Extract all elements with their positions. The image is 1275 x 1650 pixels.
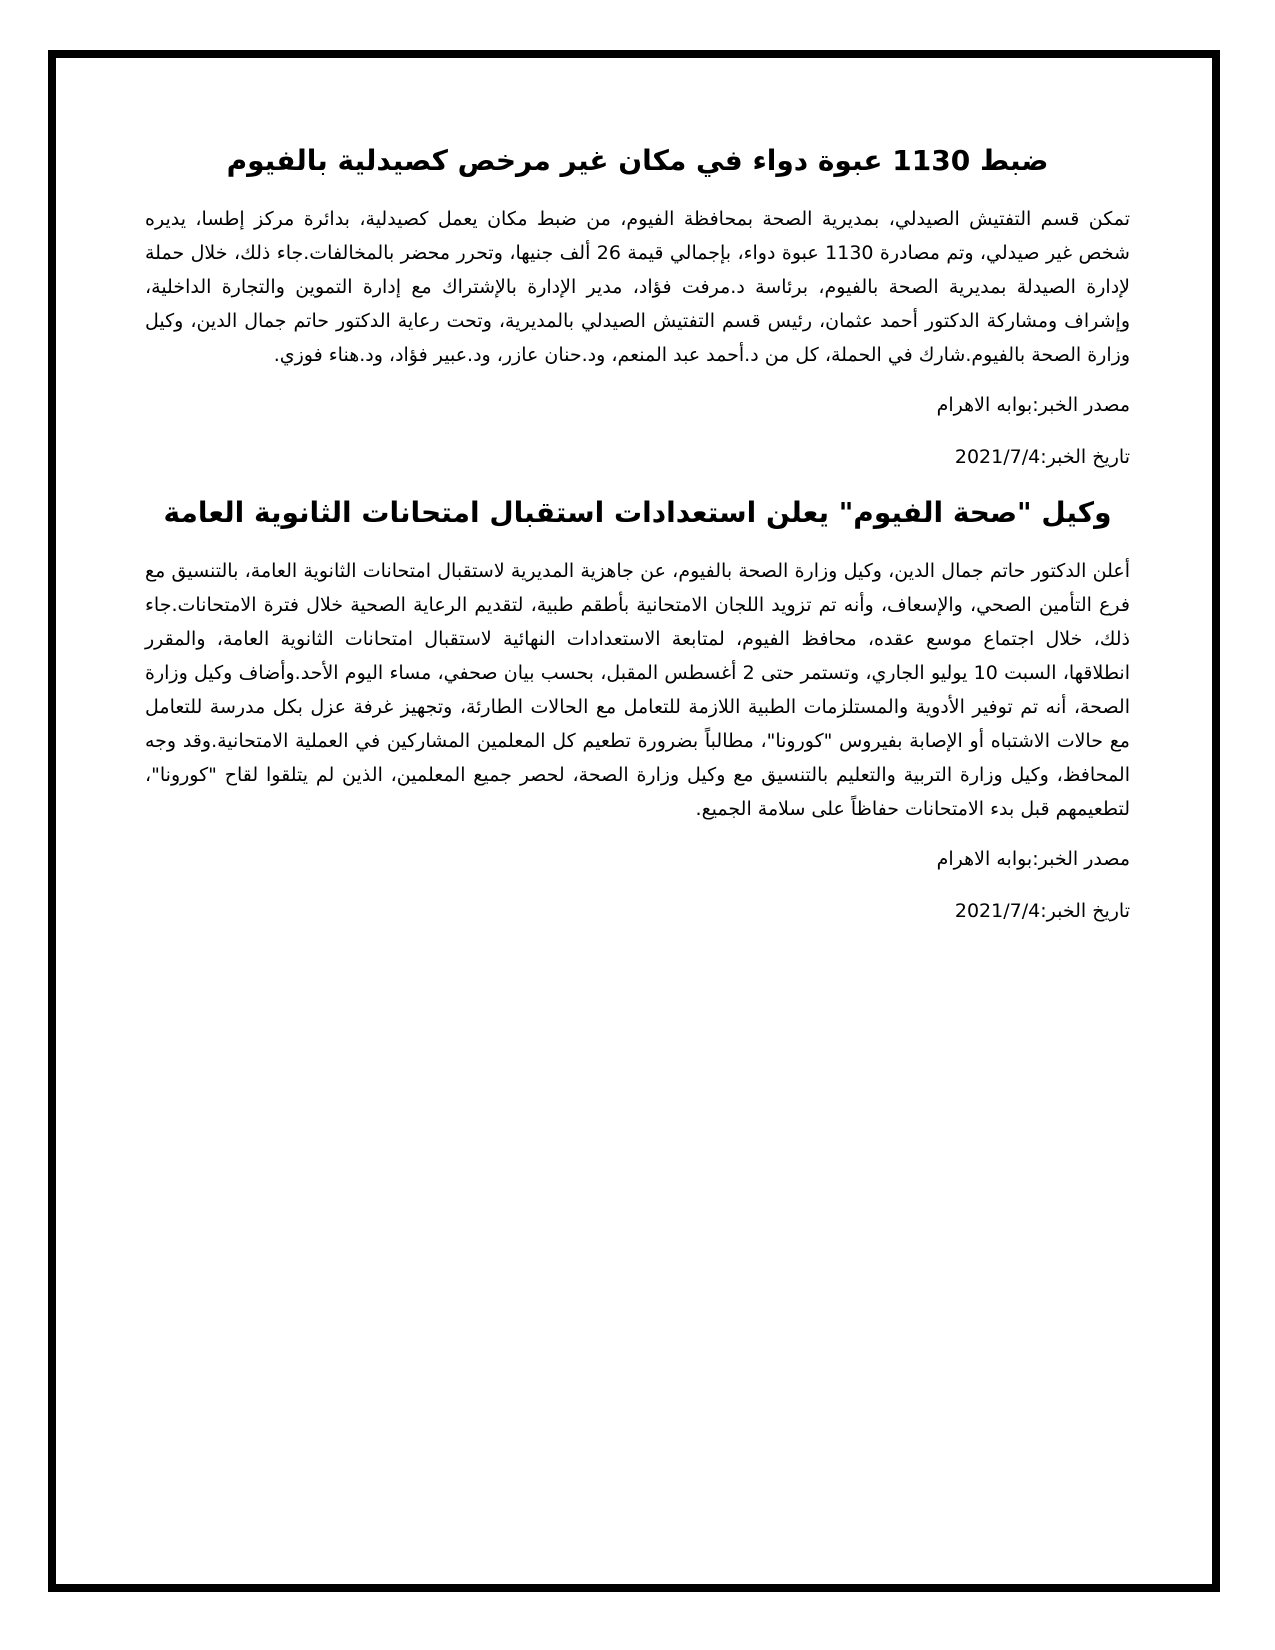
article-source: مصدر الخبر:بوابه الاهرام (936, 394, 1130, 416)
article-source: مصدر الخبر:بوابه الاهرام (936, 848, 1130, 870)
article-title: ضبط 1130 عبوة دواء في مكان غير مرخص كصيدلية بالفيوم (226, 144, 1049, 177)
article-body: تمكن قسم التفتيش الصيدلي، بمديرية الصحة بمحافظة الفيوم، من ضبط مكان يعمل كصيدلية، بدائرة مركز إطسا، يديره شخص غير صيدلي، وتم مصادرة 1130 عبوة دواء، بإجمالي قيمة 26 ألف جنيها، وتحرر محضر بالمخالفات.جاء ذلك، خلال حملة لإدارة الصيدلة بمديرية الصحة بالفيوم، برئاسة د.مرفت فؤاد، مدير الإدارة بالإشتراك مع إدارة التموين والتجارة الداخلية، وإشراف ومشاركة الدكتور أحمد عثمان، رئيس قسم التفتيش الصيدلي بالمديرية، وتحت رعاية الدكتور حاتم جمال الدين، وكيل وزارة الصحة بالفيوم.شارك في الحملة، كل من د.أحمد عبد المنعم، ود.حنان عازر، ود.عبير فؤاد، ود.هناء فوزي. (145, 208, 1130, 366)
news-article (145, 140, 1130, 474)
article-title: وكيل "صحة الفيوم" يعلن استعدادات استقبال امتحانات الثانوية العامة (163, 496, 1112, 529)
article-body: أعلن الدكتور حاتم جمال الدين، وكيل وزارة الصحة بالفيوم، عن جاهزية المديرية لاستقبال امتحانات الثانوية العامة، بالتنسيق مع فرع التأمين الصحي، والإسعاف، وأنه تم تزويد اللجان الامتحانية بأطقم طبية، لتقديم الرعاية الصحية خلال فترة الامتحانات.جاء ذلك، خلال اجتماع موسع عقده، محافظ الفيوم، لمتابعة الاستعدادات النهائية لاستقبال امتحانات الثانوية العامة، والمقرر انطلاقها، السبت 10 يوليو الجاري، وتستمر حتى 2 أغسطس المقبل، بحسب بيان صحفي، مساء اليوم الأحد.وأضاف وكيل وزارة الصحة، أنه تم توفير الأدوية والمستلزمات الطبية اللازمة للتعامل مع الحالات الطارئة، وتجهيز غرفة عزل بكل مدرسة للتعامل مع حالات الاشتباه أو الإصابة بفيروس "كورونا"، مطالباً بضرورة تطعيم كل المعلمين المشاركين في العملية الامتحانية.وقد وجه المحافظ، وكيل وزارة التربية والتعليم بالتنسيق مع وكيل وزارة الصحة، لحصر جميع المعلمين، الذين لم يتلقوا لقاح "كورونا"، لتطعيمهم قبل بدء الامتحانات حفاظاً على سلامة الجميع. (145, 560, 1130, 820)
article-date: تاريخ الخبر:2021/7/4 (954, 900, 1130, 922)
news-article (145, 492, 1130, 928)
document-content (145, 140, 1130, 946)
article-date: تاريخ الخبر:2021/7/4 (954, 446, 1130, 468)
